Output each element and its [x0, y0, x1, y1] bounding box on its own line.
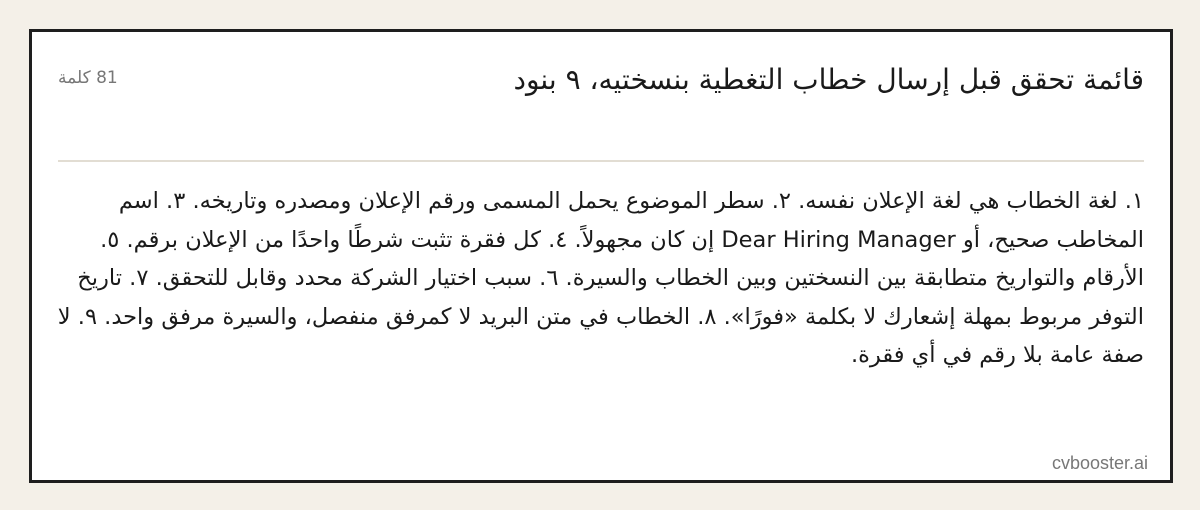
word-count: 81 كلمة	[58, 68, 118, 88]
card-header	[58, 56, 1144, 162]
checklist-body: ١. لغة الخطاب هي لغة الإعلان نفسه. ٢. سطر الموضوع يحمل المسمى ورقم الإعلان ومصدره وتاريخه. ٣. اسم المخاطب صحيح، أو Dear Hiring Manager إن كان مجهولاً. ٤. كل فقرة تثبت شرطًا واحدًا من الإعلان برقم. ٥. الأرقام والتواريخ متطابقة بين النسختين وبين الخطاب والسيرة. ٦. سبب اختيار الشركة محدد وقابل للتحقق. ٧. تاريخ التوفر مربوط بمهلة إشعارك لا بكلمة «فورًا». ٨. الخطاب في متن البريد لا كمرفق منفصل، والسيرة مرفق واحد. ٩. لا صفة عامة بلا رقم في أي فقرة.	[57, 188, 1144, 368]
checklist-card	[29, 29, 1173, 483]
card-title: قائمة تحقق قبل إرسال خطاب التغطية بنسختيه، ٩ بنود	[513, 63, 1144, 96]
source-label: cvbooster.ai	[1051, 453, 1148, 473]
